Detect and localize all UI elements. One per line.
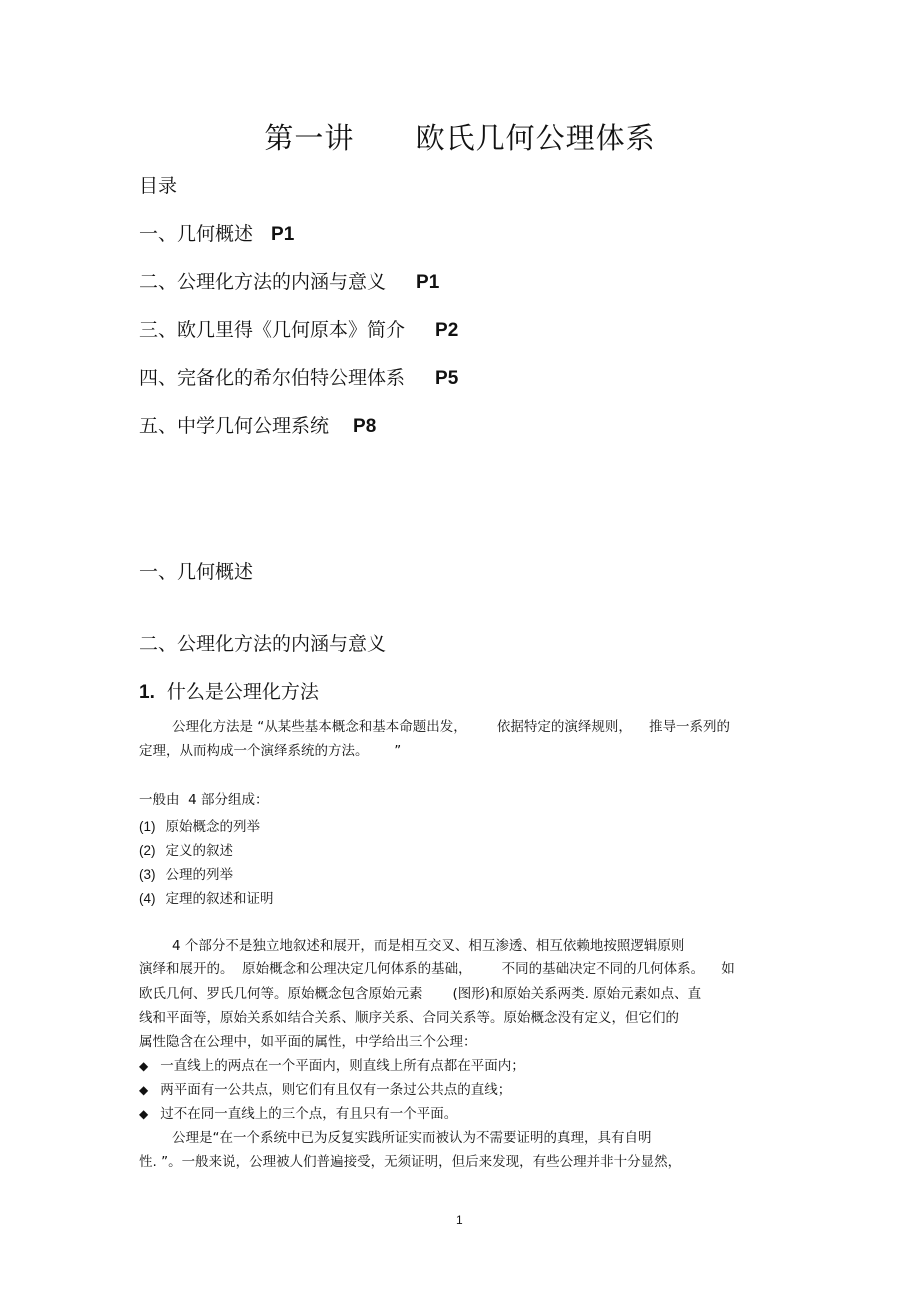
toc-item[interactable] (139, 273, 439, 292)
toc-heading: 目录 (139, 175, 178, 197)
list-item (139, 892, 274, 907)
axiom-text: 过不在同一直线上的三个点，有且只有一个平面。 (160, 1106, 458, 1122)
toc-item-page: P8 (353, 416, 377, 437)
list-item (139, 868, 233, 883)
list-text: 定理的叙述和证明 (165, 891, 274, 907)
paragraph-line: 4 个部分不是独立地叙述和展开，而是相互交叉、相互渗透、相互依赖地按照逻辑原则 (172, 938, 685, 954)
paragraph-line: 欧氏几何、罗氏几何等。原始概念包含原始元素 (图形)和原始关系两类. 原始元素如点、直 (139, 986, 702, 1002)
paragraph-line: 属性隐含在公理中，如平面的属性，中学给出三个公理： (139, 1034, 477, 1050)
page-number: 1 (456, 1213, 463, 1227)
diamond-bullet-icon: ◆ (139, 1083, 149, 1097)
axiom-item (139, 1060, 525, 1074)
subsection-title: 什么是公理化方法 (166, 681, 319, 703)
axiom-item (139, 1108, 457, 1122)
paragraph-line: 定理，从而构成一个演绎系统的方法。 ” (139, 743, 402, 759)
toc-item-page: P2 (435, 320, 459, 341)
toc-item-label: 四、完备化的希尔伯特公理体系 (139, 367, 406, 389)
axiom-text: 一直线上的两点在一个平面内，则直线上所有点都在平面内； (160, 1058, 525, 1074)
toc-item-page: P1 (271, 224, 295, 245)
section-heading: 一、几何概述 (139, 561, 254, 583)
axiom-item (139, 1084, 511, 1098)
list-number: (2) (139, 843, 156, 858)
section-heading: 二、公理化方法的内涵与意义 (139, 633, 387, 655)
toc-item-label: 二、公理化方法的内涵与意义 (139, 271, 387, 293)
list-text: 定义的叙述 (165, 843, 233, 859)
toc-item-label: 五、中学几何公理系统 (139, 415, 330, 437)
list-item (139, 844, 233, 859)
toc-item[interactable] (139, 225, 294, 244)
toc-item-page: P1 (416, 272, 440, 293)
toc-item-label: 一、几何概述 (139, 223, 254, 245)
document-title: 第一讲 欧氏几何公理体系 (264, 121, 656, 155)
list-text: 公理的列举 (165, 867, 233, 883)
list-text: 原始概念的列举 (165, 819, 260, 835)
toc-item-page: P5 (435, 368, 459, 389)
axiom-text: 两平面有一公共点，则它们有且仅有一条过公共点的直线； (160, 1082, 512, 1098)
list-intro: 一般由 4 部分组成： (139, 792, 269, 808)
list-item (139, 820, 260, 835)
paragraph-line: 公理化方法是 “从某些基本概念和基本命题出发， 依据特定的演绎规则， 推导一系列的 (172, 719, 730, 735)
paragraph-line: 性. ”。一般来说，公理被人们普遍接受，无须证明，但后来发现，有些公理并非十分显然， (139, 1154, 682, 1170)
list-number: (4) (139, 891, 156, 906)
paragraph-line: 线和平面等，原始关系如结合关系、顺序关系、合同关系等。原始概念没有定义，但它们的 (139, 1010, 679, 1026)
subsection-heading (139, 683, 319, 702)
toc-item[interactable] (139, 369, 458, 388)
diamond-bullet-icon: ◆ (139, 1059, 149, 1073)
toc-item[interactable] (139, 417, 376, 436)
toc-item-label: 三、欧几里得《几何原本》简介 (139, 319, 406, 341)
list-number: (3) (139, 867, 156, 882)
subsection-number: 1. (139, 682, 155, 703)
paragraph-line: 演绎和展开的。 原始概念和公理决定几何体系的基础， 不同的基础决定不同的几何体系。 如 (139, 961, 735, 977)
paragraph-line: 公理是“在一个系统中已为反复实践所证实而被认为不需要证明的真理，具有自明 (172, 1130, 652, 1146)
diamond-bullet-icon: ◆ (139, 1107, 149, 1121)
list-number: (1) (139, 819, 156, 834)
toc-item[interactable] (139, 321, 458, 340)
